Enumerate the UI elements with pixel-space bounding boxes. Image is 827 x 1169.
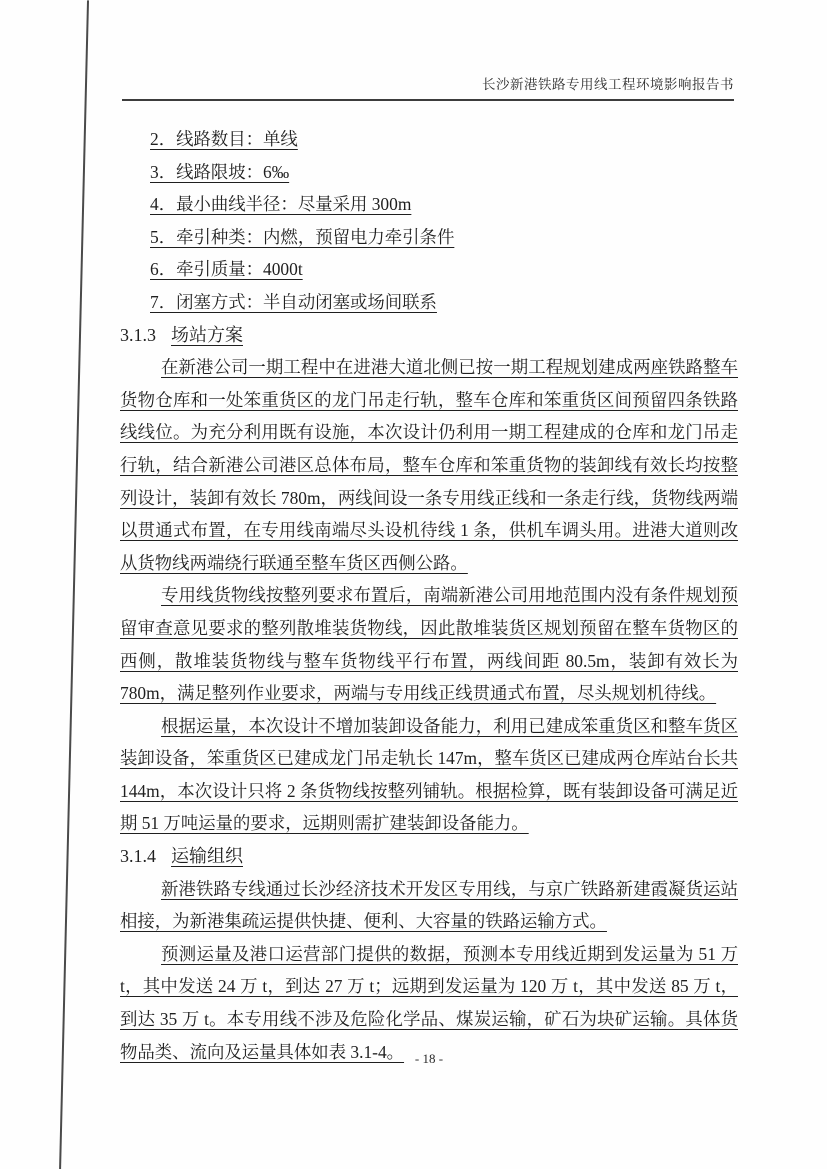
- spec-list: [120, 123, 738, 319]
- paragraph-station-plan-3: [120, 710, 738, 840]
- section-number: 3.1.4: [120, 846, 156, 867]
- spec-item-gradient: [120, 156, 738, 189]
- scan-edge-artifact: [59, 0, 89, 1169]
- paragraph-station-plan-2: [120, 579, 738, 709]
- paragraph-station-plan-1: [120, 351, 738, 579]
- section-title: 场站方案: [171, 324, 243, 345]
- spec-item-traction-mass: [120, 253, 738, 286]
- spec-item-text: 7．闭塞方式：半自动闭塞或场间联系: [150, 291, 437, 312]
- paragraph-transport-2: [120, 938, 738, 1068]
- section-heading-3-1-4: [120, 840, 738, 873]
- header-title: 长沙新港铁路专用线工程环境影响报告书: [482, 77, 734, 92]
- section-heading-3-1-3: [120, 319, 738, 352]
- paragraph-text: 专用线货物线按整列要求布置后，南端新港公司用地范围内没有条件规划预留审查意见要求的整列散堆装货物线，因此散堆装货区规划预留在整车货物区的西侧，散堆装货物线与整车货物线平行布置，两线间距 80.5m，装卸有效长为 780m，满足整列作业要求，两端与专用线正线贯通式布置，尽头规划机待线。: [120, 585, 738, 704]
- paragraph-text: 新港铁路专线通过长沙经济技术开发区专用线，与京广铁路新建霞凝货运站相接，为新港集疏运提供快捷、便利、大容量的铁路运输方式。: [120, 878, 738, 932]
- spec-item-text: 2．线路数目：单线: [150, 129, 298, 149]
- spec-item-track-number: [120, 123, 738, 156]
- spec-item-traction-type: [120, 221, 738, 254]
- section-number: 3.1.3: [120, 324, 156, 345]
- page-number: - 18 -: [414, 1051, 444, 1066]
- section-title: 运输组织: [171, 846, 243, 867]
- page-footer: [120, 1051, 738, 1067]
- spec-item-block-system: [120, 286, 738, 319]
- spec-item-curve-radius: [120, 188, 738, 221]
- paragraph-transport-1: [120, 873, 738, 938]
- paragraph-text: 预测运量及港口运营部门提供的数据，预测本专用线近期到发运量为 51 万 t，其中发送 24 万 t，到达 27 万 t；远期到发运量为 120 万 t，其中发送 85 万 t，到达 35 万 t。本专用线不涉及危险化学品、煤炭运输，矿石为块矿运输。具体货物品类、流向及运量具体如表 3.1-4。: [120, 943, 738, 1062]
- paragraph-text: 在新港公司一期工程中在进港大道北侧已按一期工程规划建成两座铁路整车货物仓库和一处笨重货区的龙门吊走行轨，整车仓库和笨重货区间预留四条铁路线线位。为充分利用既有设施，本次设计仍利用一期工程建成的仓库和龙门吊走行轨，结合新港公司港区总体布局，整车仓库和笨重货物的装卸线有效长均按整列设计，装卸有效长 780m，两线间设一条专用线正线和一条走行线，货物线两端以贯通式布置，在专用线南端尽头设机待线 1 条，供机车调头用。进港大道则改从货物线两端绕行联通至整车货区西侧公路。: [120, 357, 738, 573]
- document-body: [120, 123, 738, 1068]
- spec-item-text: 3．线路限坡：6‰: [150, 161, 290, 182]
- spec-item-text: 6．牵引质量：4000t: [150, 259, 303, 280]
- spec-item-text: 4．最小曲线半径：尽量采用 300m: [150, 194, 412, 215]
- spec-item-text: 5．牵引种类：内燃，预留电力牵引条件: [150, 226, 455, 247]
- page-header: [122, 73, 734, 101]
- paragraph-text: 根据运量，本次设计不增加装卸设备能力，利用已建成笨重货区和整车货区装卸设备，笨重货区已建成龙门吊走轨长 147m，整车货区已建成两仓库站台长共 144m，本次设计只将 2 条货物线按整列铺轨。根据检算，既有装卸设备可满足近期 51 万吨运量的要求，远期则需扩建装卸设备能力。: [120, 715, 738, 834]
